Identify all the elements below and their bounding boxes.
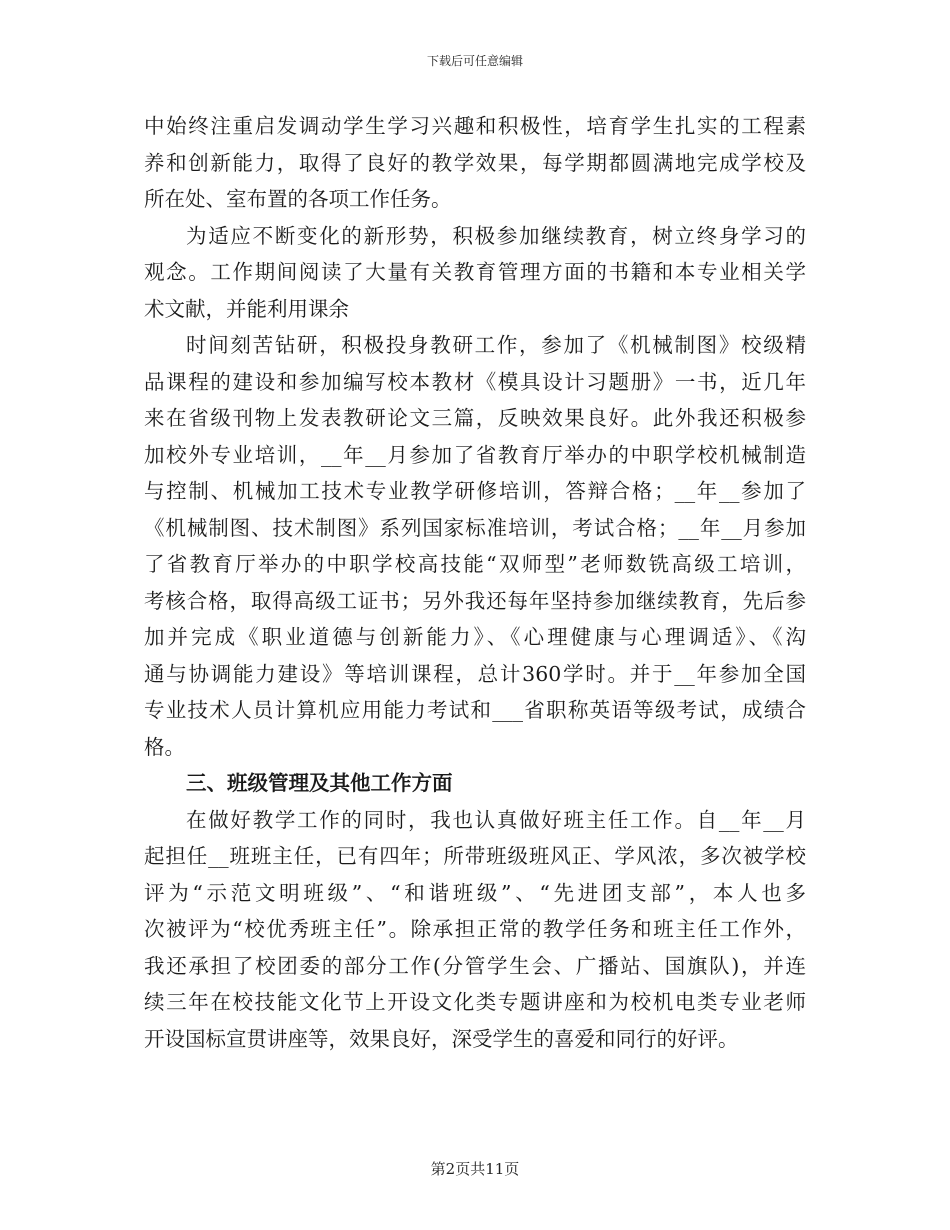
paragraph-line: 续三年在校技能文化节上开设文化类专题讲座和为校机电类专业老师 bbox=[144, 990, 806, 1014]
paragraph-line: 品课程的建设和参加编写校本教材《模具设计习题册》一书，近几年 bbox=[144, 369, 806, 394]
page-footer: 第2页共11页 bbox=[430, 1160, 520, 1178]
paragraph-line: 中始终注重启发调动学生学习兴趣和积极性，培育学生扎实的工程素 bbox=[144, 114, 806, 138]
paragraph-line: 评为“示范文明班级”、“和谐班级”、“先进团支部”，本人也多 bbox=[144, 880, 806, 905]
paragraph-line: 术文献，并能利用课余 bbox=[144, 296, 349, 321]
paragraph-line: 通与协调能力建设》等培训课程，总计360学时。并于__年参加全国 bbox=[144, 661, 806, 686]
paragraph-line: 《机械制图、技术制图》系列国家标准培训，考试合格；__年__月参加 bbox=[144, 515, 806, 540]
paragraph-line: 来在省级刊物上发表教研论文三篇，反映效果良好。此外我还积极参 bbox=[144, 406, 806, 430]
paragraph-line: 加并完成《职业道德与创新能力》、《心理健康与心理调适》、《沟 bbox=[144, 625, 806, 649]
paragraph-line: 次被评为“校优秀班主任”。除承担正常的教学任务和班主任工作外， bbox=[144, 917, 806, 941]
paragraph-line: 开设国标宣贯讲座等，效果良好，深受学生的喜爱和同行的好评。 bbox=[144, 1026, 739, 1051]
paragraph-line: 我还承担了校团委的部分工作(分管学生会、广播站、国旗队)，并连 bbox=[144, 953, 806, 978]
document-body bbox=[144, 108, 806, 1057]
paragraph-line: 了省教育厅举办的中职学校高技能“双师型”老师数铣高级工培训， bbox=[144, 552, 806, 576]
paragraph-line: 起担任__班班主任，已有四年；所带班级班风正、学风浓，多次被学校 bbox=[144, 844, 806, 868]
paragraph-line: 与控制、机械加工技术专业教学研修培训，答辩合格；__年__参加了 bbox=[144, 479, 806, 503]
paragraph-line: 时间刻苦钻研，积极投身教研工作，参加了《机械制图》校级精 bbox=[186, 333, 806, 357]
paragraph-line: 专业技术人员计算机应用能力考试和___省职称英语等级考试，成绩合 bbox=[144, 698, 806, 722]
paragraph-line: 考核合格，取得高级工证书；另外我还每年坚持参加继续教育，先后参 bbox=[144, 588, 806, 613]
paragraph-line: 所在处、室布置的各项工作任务。 bbox=[144, 187, 452, 211]
paragraph-line: 观念。工作期间阅读了大量有关教育管理方面的书籍和本专业相关学 bbox=[144, 260, 806, 284]
section-heading: 三、班级管理及其他工作方面 bbox=[186, 771, 453, 795]
paragraph-line: 在做好教学工作的同时，我也认真做好班主任工作。自__年__月 bbox=[186, 807, 806, 832]
page-header: 下载后可任意编辑 bbox=[426, 54, 523, 68]
paragraph-line: 养和创新能力，取得了良好的教学效果，每学期都圆满地完成学校及 bbox=[144, 150, 806, 175]
paragraph-line: 加校外专业培训，__年__月参加了省教育厅举办的中职学校机械制造 bbox=[144, 442, 806, 467]
paragraph-line: 格。 bbox=[144, 734, 185, 759]
paragraph-line: 为适应不断变化的新形势，积极参加继续教育，树立终身学习的 bbox=[186, 223, 806, 248]
